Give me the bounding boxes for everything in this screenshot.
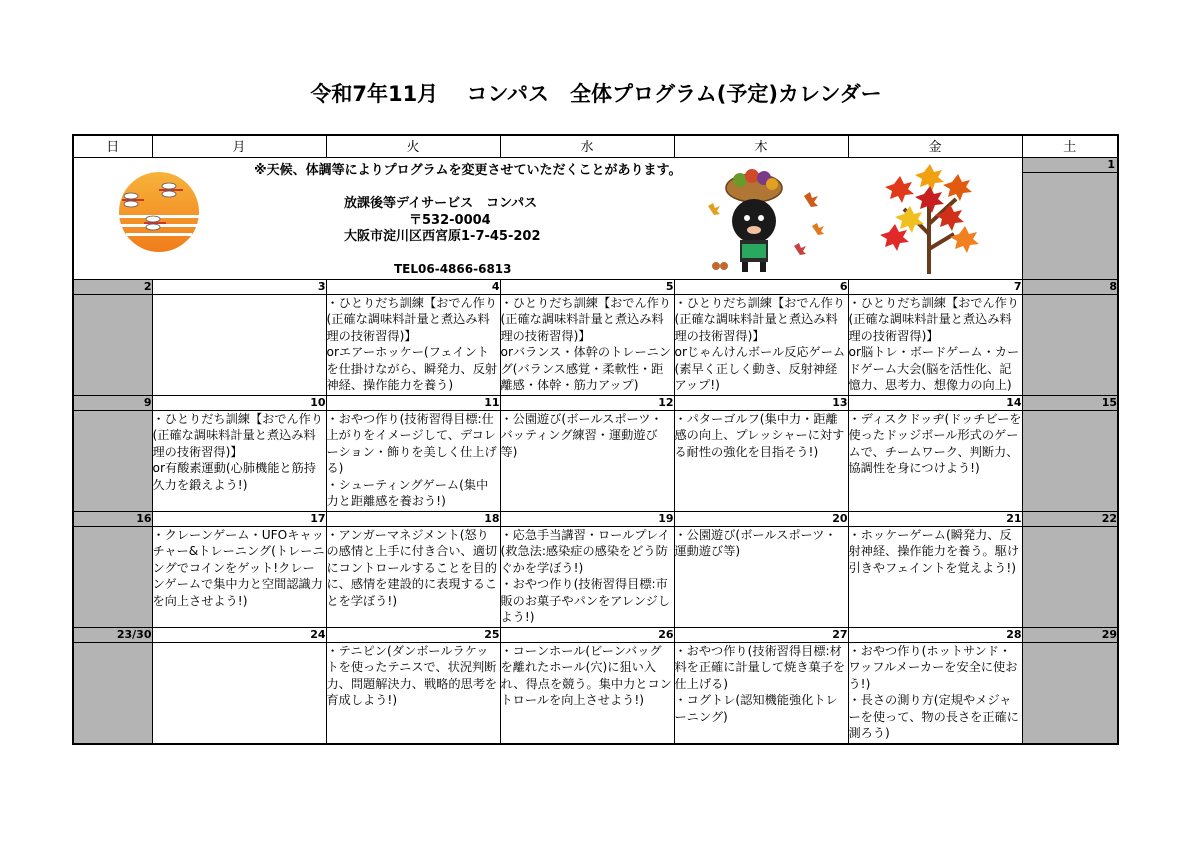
office-address: 大阪市淀川区西宮原1-7-45-202 <box>344 229 541 244</box>
date-number: 11 <box>326 396 500 411</box>
saturday-1-cell <box>1022 158 1118 280</box>
day-cell <box>500 411 674 512</box>
event-text: ・ひとりだち訓練【おでん作り(正確な調味料計量と煮込み料理の技術習得)】 or脳トレ・ボードゲーム・カードゲーム大会(脳を活性化、記憶力、思考力、想像力の向上) <box>848 296 1020 393</box>
sunset-dragonfly-illustration <box>104 168 214 258</box>
date-number: 4 <box>326 280 500 295</box>
date-number: 13 <box>674 396 848 411</box>
date-row <box>73 512 1118 527</box>
day-cell <box>674 527 848 628</box>
events-row <box>73 527 1118 628</box>
day-cell <box>326 411 500 512</box>
date-number: 29 <box>1022 628 1118 643</box>
day-cell <box>152 527 326 628</box>
day-cell <box>1022 411 1118 512</box>
day-cell <box>73 643 152 745</box>
event-text: ・コーンホール(ビーンバッグを離れたホール(穴)に狙い入れ、得点を競う。集中力とコントロールを向上させよう!) <box>500 644 672 708</box>
date-number: 18 <box>326 512 500 527</box>
day-cell <box>73 527 152 628</box>
weekday-sun: 日 <box>73 135 152 158</box>
weekday-wed: 水 <box>500 135 674 158</box>
info-row <box>73 158 1118 280</box>
date-number: 10 <box>152 396 326 411</box>
date-row <box>73 396 1118 411</box>
day-cell <box>152 295 326 396</box>
date-number: 3 <box>152 280 326 295</box>
events-row <box>73 643 1118 745</box>
date-number: 16 <box>73 512 152 527</box>
event-text: ・パターゴルフ(集中力・距離感の向上、プレッシャーに対する耐性の強化を目指そう!) <box>674 412 845 459</box>
date-number: 24 <box>152 628 326 643</box>
info-panel <box>73 158 1022 280</box>
date-number: 23/30 <box>73 628 152 643</box>
event-text: ・アンガーマネジメント(怒りの感情と上手に付き合い、適切にコントロールすることを目的に、感情を建設的に表現することを学ぼう!) <box>326 528 498 608</box>
date-number: 28 <box>848 628 1022 643</box>
date-number: 20 <box>674 512 848 527</box>
day-cell <box>1022 643 1118 745</box>
event-text: ・おやつ作り(技術習得目標:材料を正確に計量して焼き菓子を仕上げる) ・コグトレ(認知機能強化トレーニング) <box>674 644 846 724</box>
notice-text: ※天候、体調等によりプログラムを変更させていただくことがあります。 <box>254 163 682 178</box>
calendar-table <box>72 134 1119 745</box>
date-number: 22 <box>1022 512 1118 527</box>
date-number: 17 <box>152 512 326 527</box>
office-info <box>344 196 541 277</box>
event-text: ・公園遊び(ボールスポーツ・バッティング練習・運動遊び等) <box>500 412 663 459</box>
events-row <box>73 295 1118 396</box>
event-text: ・おやつ作り(ホットサンド・ワッフルメーカーを安全に使おう!) ・長さの測り方(定規やメジャーを使って、物の長さを正確に測ろう) <box>848 644 1019 741</box>
date-number: 27 <box>674 628 848 643</box>
weekday-tue: 火 <box>326 135 500 158</box>
day-cell <box>848 527 1022 628</box>
day-cell <box>500 295 674 396</box>
weekday-mon: 月 <box>152 135 326 158</box>
event-text: ・クレーンゲーム・UFOキャッチャー&トレーニング(トレーニングでコインをゲット!クレーンゲームで集中力と空間認識力を向上させよう!) <box>152 528 325 608</box>
day-cell <box>1022 295 1118 396</box>
day-cell <box>500 643 674 745</box>
day-cell <box>73 295 152 396</box>
day-cell <box>326 527 500 628</box>
event-text: ・テニピン(ダンボールラケットを使ったテニスで、状況判断力、問題解決力、戦略的思考を育成しよう!) <box>326 644 498 708</box>
date-number: 14 <box>848 396 1022 411</box>
day-cell <box>674 411 848 512</box>
event-text: ・公園遊び(ボールスポーツ・運動遊び等) <box>674 528 837 559</box>
event-text: ・ひとりだち訓練【おでん作り(正確な調味料計量と煮込み料理の技術習得)】 or有酸素運動(心肺機能と筋持久力を鍛えよう!) <box>152 412 324 492</box>
day-cell <box>1022 527 1118 628</box>
day-cell <box>326 295 500 396</box>
date-number: 19 <box>500 512 674 527</box>
event-text: ・ひとりだち訓練【おでん作り(正確な調味料計量と煮込み料理の技術習得)】 orバランス・体幹のトレーニング(バランス感覚・柔軟性・距離感・体幹・筋力アップ) <box>500 296 672 393</box>
office-tel: TEL06-4866-6813 <box>394 261 512 276</box>
date-number: 7 <box>848 280 1022 295</box>
date-number: 9 <box>73 396 152 411</box>
weekday-fri: 金 <box>848 135 1022 158</box>
day-cell <box>848 643 1022 745</box>
event-text: ・ホッケーゲーム(瞬発力、反射神経、操作能力を養う。駆け引きやフェイントを覚えよう!) <box>848 528 1020 575</box>
day-cell <box>500 527 674 628</box>
day-cell <box>674 295 848 396</box>
date-number: 5 <box>500 280 674 295</box>
date-number: 15 <box>1022 396 1118 411</box>
date-row <box>73 280 1118 295</box>
event-text: ・ひとりだち訓練【おでん作り(正確な調味料計量と煮込み料理の技術習得)】 orじゃんけんボール反応ゲーム(素早く正しく動き、反射神経アップ!) <box>674 296 846 393</box>
date-number: 12 <box>500 396 674 411</box>
day-cell <box>73 411 152 512</box>
autumn-harvest-illustration <box>704 166 834 276</box>
date-number: 25 <box>326 628 500 643</box>
event-text: ・ディスクドッヂ(ドッチビーを使ったドッジボール形式のゲームで、チームワーク、判断力、協調性を身につけよう!) <box>848 412 1022 476</box>
event-text: ・ひとりだち訓練【おでん作り(正確な調味料計量と煮込み料理の技術習得)】 orエアーホッケー(フェイントを仕掛けながら、瞬発力、反射神経、操作能力を養う) <box>326 296 498 393</box>
event-text: ・応急手当講習・ロールプレイ(救急法:感染症の感染をどう防ぐかを学ぼう!) ・おやつ作り(技術習得目標:市販のお菓子やパンをアレンジしよう!) <box>500 528 671 625</box>
day-cell <box>674 643 848 745</box>
day-cell <box>848 295 1022 396</box>
page-title: 令和7年11月 コンパス 全体プログラム(予定)カレンダー <box>310 82 882 106</box>
date-number: 6 <box>674 280 848 295</box>
weekday-thu: 木 <box>674 135 848 158</box>
date-1: 1 <box>1023 158 1118 173</box>
event-text: ・おやつ作り(技術習得目標:仕上がりをイメージして、デコレーション・飾りを美しく仕上げる) ・シューティングゲーム(集中力と距離感を養おう!) <box>326 412 497 509</box>
maple-tree-illustration <box>874 164 984 276</box>
date-number: 2 <box>73 280 152 295</box>
day-cell <box>326 643 500 745</box>
date-number: 26 <box>500 628 674 643</box>
weekday-header-row <box>73 135 1118 158</box>
date-number: 21 <box>848 512 1022 527</box>
date-row <box>73 628 1118 643</box>
day-cell <box>152 643 326 745</box>
office-zip: 〒532-0004 <box>409 212 491 228</box>
events-row <box>73 411 1118 512</box>
weekday-sat: 土 <box>1022 135 1118 158</box>
day-cell <box>848 411 1022 512</box>
day-cell <box>152 411 326 512</box>
office-name: 放課後等デイサービス コンパス <box>344 196 538 211</box>
date-number: 8 <box>1022 280 1118 295</box>
